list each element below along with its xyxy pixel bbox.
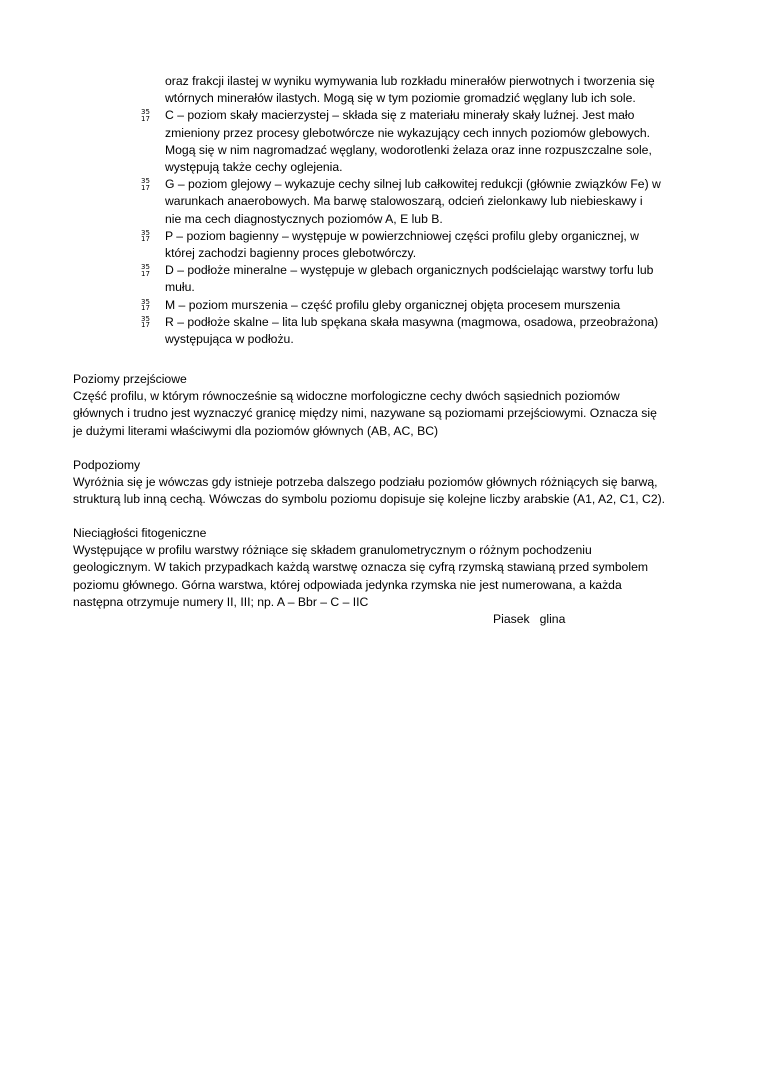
bullet-glyph-top: 35 <box>141 228 150 237</box>
section-heading: Poziomy przejściowe <box>73 372 187 386</box>
text-line: P – poziom bagienny – występuje w powierzchniowej części profilu gleby organicznej, w <box>165 228 639 243</box>
bullet-glyph-top: 35 <box>141 314 150 323</box>
section-lithogenic-discontinuities <box>73 525 713 611</box>
horizon-list-item <box>141 228 701 262</box>
text-line: D – podłoże mineralne – występuje w glebach organicznych podścielając warstwy torfu lub <box>165 263 654 278</box>
text-line: występują także cechy oglejenia. <box>165 160 343 175</box>
text-line: Wyróżnia się je wówczas gdy istnieje potrzeba dalszego podziału poziomów głównych różniących się barwą, <box>73 475 658 490</box>
list-bullet-icon <box>141 178 153 191</box>
text-line: R – podłoże skalne – lita lub spękana skała masywna (magmowa, osadowa, przeobrażona) <box>165 314 659 329</box>
bullet-glyph-bottom: 17 <box>141 235 150 244</box>
horizon-list-item <box>141 176 701 228</box>
text-line: której zachodzi bagienny proces glebotwórczy. <box>165 246 417 261</box>
text-line: mułu. <box>165 280 195 295</box>
bullet-glyph-bottom: 17 <box>141 183 150 192</box>
text-line: Część profilu, w którym równocześnie są widoczne morfologiczne cechy dwóch sąsiednich poziomów <box>73 389 620 404</box>
list-bullet-icon <box>141 109 153 122</box>
text-line: geologicznym. W takich przypadkach każdą warstwę oznacza się cyfrą rzymską stawianą przed symbolem <box>73 560 649 575</box>
bullet-glyph-bottom: 17 <box>141 304 150 313</box>
text-line: G – poziom glejowy – wykazuje cechy silnej lub całkowitej redukcji (głównie związków Fe) w <box>165 177 661 192</box>
bullet-glyph-bottom: 17 <box>141 321 150 330</box>
bullet-glyph-top: 35 <box>141 108 150 117</box>
text-line: C – poziom skały macierzystej – składa się z materiału minerały skały luźnej. Jest mało <box>165 108 635 123</box>
section-heading: Podpoziomy <box>73 458 141 472</box>
horizon-list-block <box>141 73 701 348</box>
text-line: poziomu głównego. Górna warstwa, której odpowiada jedynka rzymska nie jest numerowana, a każda <box>73 577 622 592</box>
soil-label-clay: glina <box>539 612 566 626</box>
bullet-glyph-bottom: 17 <box>141 269 150 278</box>
section-transitional-horizons <box>73 371 713 440</box>
text-line: występująca w podłożu. <box>165 332 294 347</box>
text-line: warunkach anaerobowych. Ma barwę stalowoszarą, odcień zielonkawy lub niebieskawy i <box>165 194 643 209</box>
list-bullet-icon <box>141 264 153 277</box>
text-line: następna otrzymuje numery II, III; np. A – Bbr – C – IIC <box>73 594 369 609</box>
text-line: zmieniony przez procesy glebotwórcze nie wykazujący cech innych poziomów glebowych. <box>165 125 651 140</box>
text-line: Występujące w profilu warstwy różniące się składem granulometrycznym o różnym pochodzeniu <box>73 543 592 558</box>
section-subhorizons <box>73 457 713 509</box>
list-bullet-icon <box>141 299 153 312</box>
continuation-paragraph <box>141 73 701 107</box>
text-line: M – poziom murszenia – część profilu gleby organicznej objęta procesem murszenia <box>165 297 621 312</box>
bullet-glyph-top: 35 <box>141 297 150 306</box>
list-bullet-icon <box>141 316 153 329</box>
horizon-list-item <box>141 107 701 176</box>
text-line: nie ma cech diagnostycznych poziomów A, E lub B. <box>165 211 443 226</box>
bullet-glyph-top: 35 <box>141 263 150 272</box>
text-line: oraz frakcji ilastej w wyniku wymywania lub rozkładu minerałów pierwotnych i tworzenia się <box>165 74 655 88</box>
section-heading: Nieciągłości fitogeniczne <box>73 526 207 540</box>
text-line: strukturą lub inną cechą. Wówczas do symbolu poziomu dopisuje się kolejne liczby arabskie (A1, A2, C1, C2). <box>73 492 666 507</box>
text-line: je dużymi literami właściwymi dla poziomów głównych (AB, AC, BC) <box>73 423 439 438</box>
horizon-list-item <box>141 262 701 296</box>
text-line: Mogą się w nim nagromadzać węglany, wodorotlenki żelaza oraz inne rozpuszczalne sole, <box>165 142 652 157</box>
text-line: wtórnych minerałów ilastych. Mogą się w tym poziomie gromadzić węglany lub ich sole. <box>165 91 636 106</box>
horizon-list-item <box>141 314 701 348</box>
bullet-glyph-top: 35 <box>141 177 150 186</box>
bullet-glyph-bottom: 17 <box>141 114 150 123</box>
horizon-list-item <box>141 297 701 314</box>
text-line: głównych i trudno jest wyznaczyć granicę między nimi, nazywane są poziomami przejściowymi. Oznacza się <box>73 406 657 421</box>
soil-labels <box>493 611 565 628</box>
list-bullet-icon <box>141 230 153 243</box>
soil-label-sand: Piasek <box>493 612 530 626</box>
